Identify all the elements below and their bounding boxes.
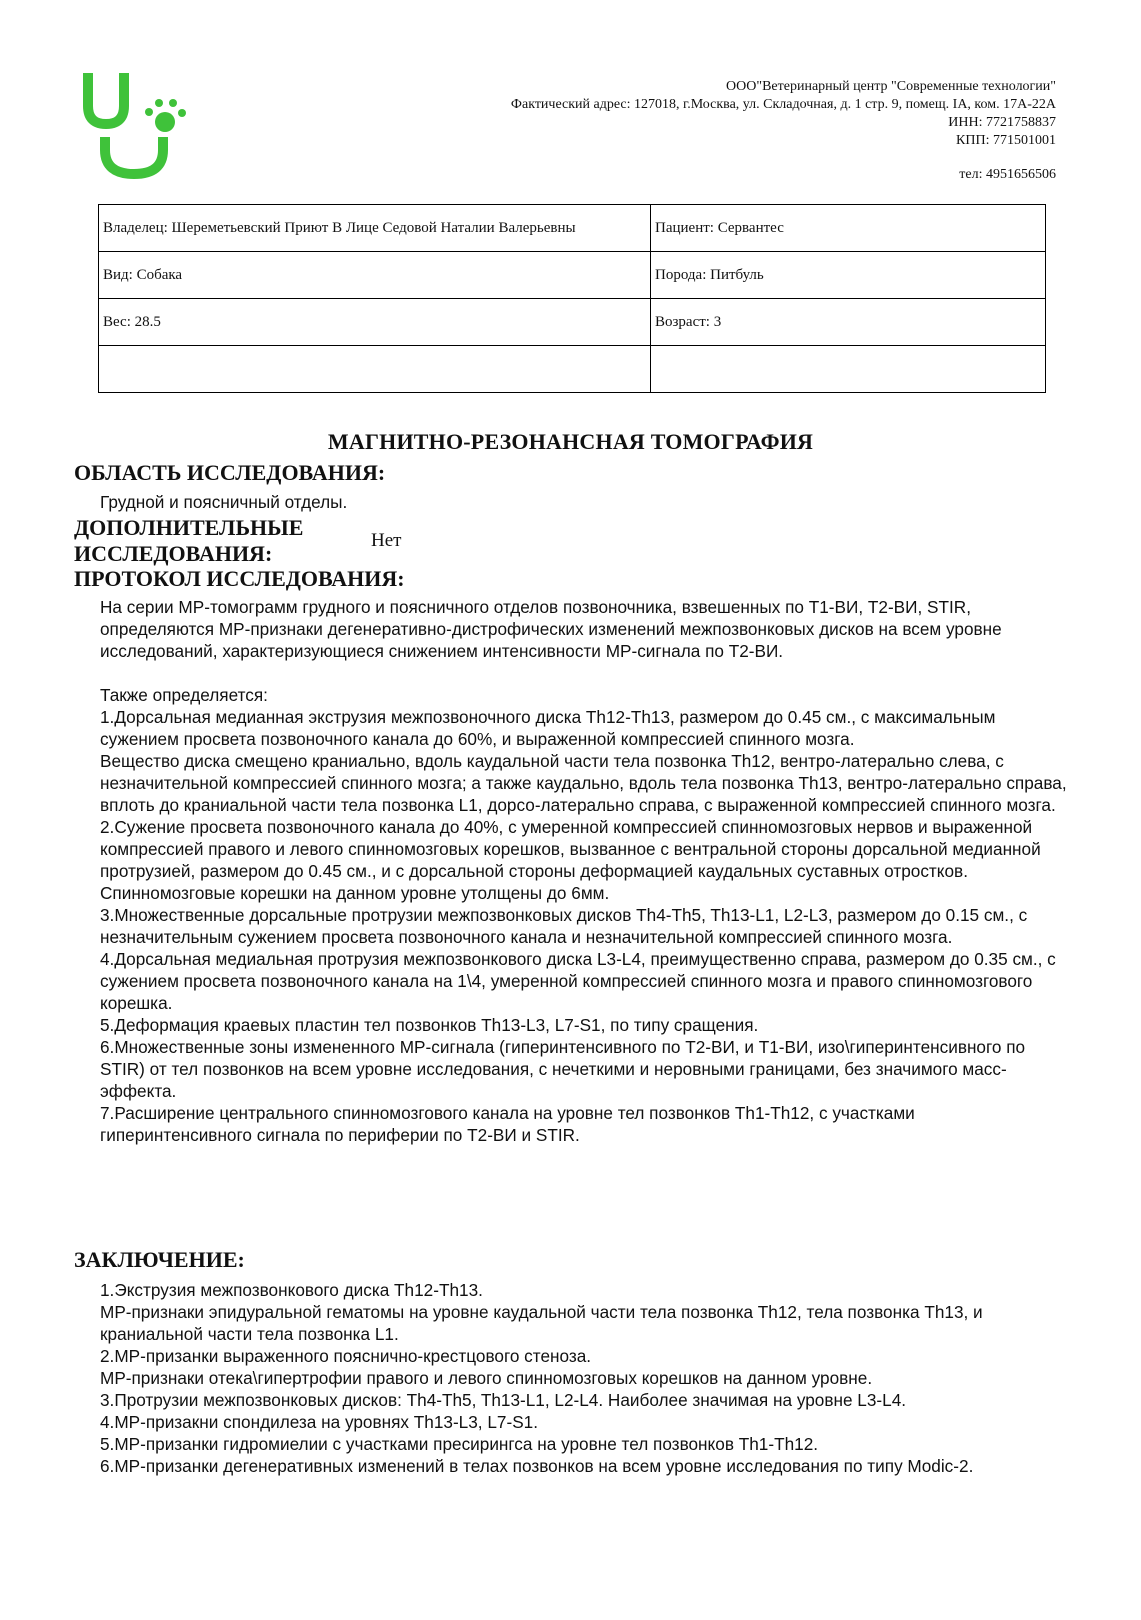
clinic-header: [511, 78, 1056, 184]
table-row: [99, 252, 1046, 299]
list-item: 4.Дорсальная медиальная протрузия межпозвонкового диска L3-L4, преимущественно справа, размером до 0.35 см., с сужением просвета позвоночного канала на 1\4, умеренной компрессией спинного мозга и правого спинномозгового корешка.: [100, 949, 1056, 1013]
area-title: ОБЛАСТЬ ИССЛЕДОВАНИЯ:: [74, 460, 386, 485]
clinic-logo-icon: [80, 72, 200, 184]
empty-cell: [99, 346, 651, 393]
protocol-body: [100, 596, 1070, 1146]
company-inn: ИНН: 7721758837: [948, 115, 1056, 130]
age-cell: Возраст: 3: [651, 299, 1046, 346]
empty-cell: [651, 346, 1046, 393]
company-name: ООО"Ветеринарный центр "Современные технологии": [726, 79, 1056, 94]
species-cell: Вид: Собака: [99, 252, 651, 299]
list-item: 6.Множественные зоны измененного МР-сигнала (гиперинтенсивного по Т2-ВИ, и Т1-ВИ, изо\гиперинтенсивного по STIR) от тел позвонков на всем уровне исследования, с нечеткими и неровными границами, без значимого масс-эффекта.: [100, 1037, 1026, 1101]
company-kpp: КПП: 771501001: [956, 133, 1056, 148]
document-title: МАГНИТНО-РЕЗОНАНСНАЯ ТОМОГРАФИЯ: [327, 429, 814, 454]
list-item: 3.Протрузии межпозвонковых дисков: Th4-Th5, Th13-L1, L2-L4. Наиболее значимая на уровне L3-L4.: [100, 1390, 907, 1410]
conclusion-body: [100, 1279, 1070, 1477]
list-item: 6.МР-призанки дегенеративных изменений в телах позвонков на всем уровне исследования по типу Modic-2.: [100, 1456, 974, 1476]
list-item: 5.Деформация краевых пластин тел позвонков Th13-L3, L7-S1, по типу сращения.: [100, 1015, 759, 1035]
list-item: 2.МР-призанки выраженного пояснично-крестцового стеноза.: [100, 1346, 592, 1366]
protocol-title: ПРОТОКОЛ ИССЛЕДОВАНИЯ:: [74, 566, 405, 591]
list-item: МР-признаки эпидуральной гематомы на уровне каудальной части тела позвонка Th12, тела позвонка Th13, и краниальной части тела позвонка L1.: [100, 1302, 983, 1344]
patient-cell: Пациент: Сервантес: [651, 205, 1046, 252]
patient-info-table: [98, 204, 1046, 393]
table-row: [99, 346, 1046, 393]
company-address: Фактический адрес: 127018, г.Москва, ул. Складочная, д. 1 стр. 9, помещ. IA, ком. 17A-22A: [510, 97, 1056, 112]
company-phone: тел: 4951656506: [959, 167, 1056, 182]
protocol-intro: На серии МР-томограмм грудного и поясничного отделов позвоночника, взвешенных по Т1-ВИ, Т2-ВИ, STIR, определяются МР-признаки дегенеративно-дистрофических изменений межпозвонковых дисков на всем уровне исследований, характеризующиеся снижением интенсивности МР-сигнала по Т2-ВИ.: [100, 597, 1002, 661]
list-item: 1.Дорсальная медианная экструзия межпозвоночного диска Th12-Th13, размером до 0.45 см., с максимальным сужением просвета позвоночного канала до 60%, и выраженной компрессией спинного мозга.: [100, 707, 996, 749]
list-item: 2.Сужение просвета позвоночного канала до 40%, с умеренной компрессией спинномозговых нервов и выраженной компрессией правого и левого спинномозговых корешков, вызванное с вентральной стороны дорсальной медианной протрузией, размером до 0.45 см., и с дорсальной стороны деформацией каудальных суставных отростков. Спинномозговые корешки на данном уровне утолщены до 6мм.: [100, 817, 1041, 903]
breed-cell: Порода: Питбуль: [651, 252, 1046, 299]
list-item: 4.МР-призакни спондилеза на уровнях Th13-L3, L7-S1.: [100, 1412, 538, 1432]
conclusion-title: ЗАКЛЮЧЕНИЕ:: [74, 1247, 245, 1272]
owner-cell: Владелец: Шереметьевский Приют В Лице Седовой Наталии Валерьевны: [99, 205, 651, 252]
additional-value: Нет: [371, 530, 402, 551]
additional-title: ДОПОЛНИТЕЛЬНЫЕ ИССЛЕДОВАНИЯ:: [74, 515, 304, 566]
protocol-also: Также определяется:: [100, 685, 268, 705]
list-item: 3.Множественные дорсальные протрузии межпозвонковых дисков Th4-Th5, Th13-L1, L2-L3, размером до 0.15 см., с незначительным сужением просвета позвоночного канала и незначительной компрессией спинного мозга.: [100, 905, 1028, 947]
area-text: Грудной и поясничный отделы.: [100, 492, 348, 512]
table-row: [99, 205, 1046, 252]
weight-cell: Вес: 28.5: [99, 299, 651, 346]
list-item: Вещество диска смещено краниально, вдоль каудальной части тела позвонка Th12, вентро-латерально слева, с незначительной компрессией спинного мозга; а также каудально, вдоль тела позвонка Th13, вентро-латерально справа, вплоть до краниальной части тела позвонка L1, дорсо-латерально справа, с выраженной компрессией спинного мозга.: [100, 751, 1067, 815]
list-item: 1.Экструзия межпозвонкового диска Th12-Th13.: [100, 1280, 483, 1300]
list-item: МР-признаки отека\гипертрофии правого и левого спинномозговых корешков на данном уровне.: [100, 1368, 873, 1388]
list-item: 7.Расширение центрального спинномозгового канала на уровне тел позвонков Th1-Th12, с участками гиперинтенсивного сигнала по периферии по Т2-ВИ и STIR.: [100, 1103, 915, 1145]
list-item: 5.МР-призанки гидромиелии с участками пресирингса на уровне тел позвонков Th1-Th12.: [100, 1434, 819, 1454]
table-row: [99, 299, 1046, 346]
